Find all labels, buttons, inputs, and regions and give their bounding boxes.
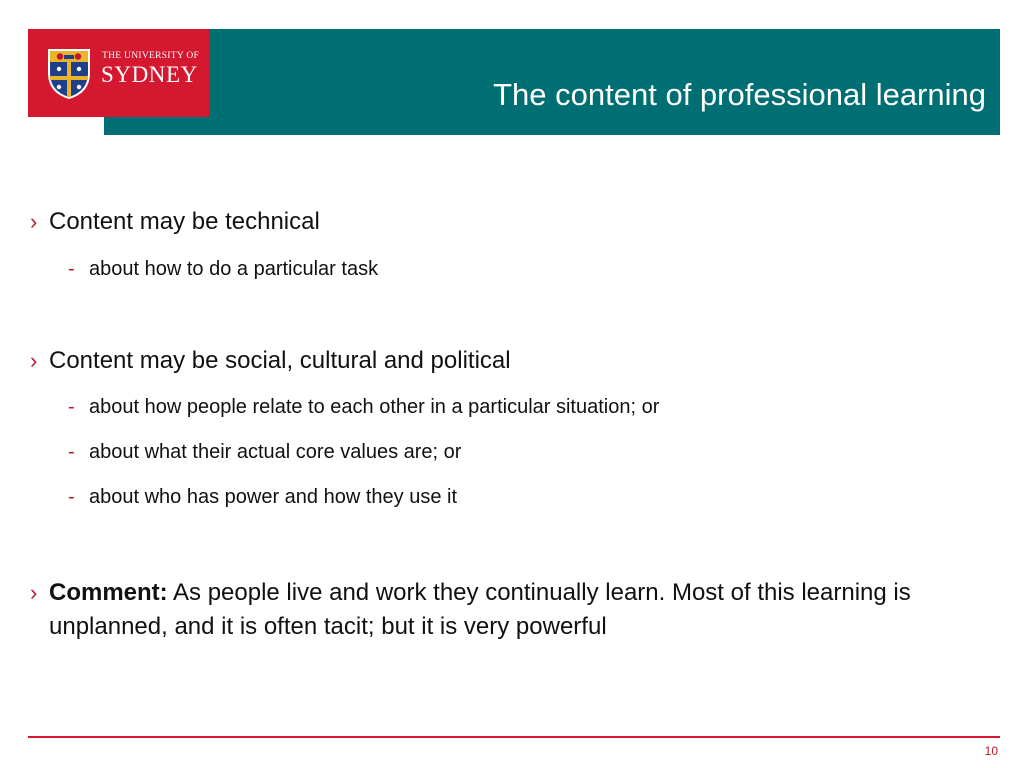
university-logo	[28, 29, 209, 117]
sub-bullet-text: about how to do a particular task	[89, 258, 379, 280]
comment-text	[49, 576, 949, 644]
chevron-right-icon: ›	[30, 209, 38, 234]
comment-label: Comment:	[49, 579, 168, 606]
chevron-right-icon: ›	[30, 348, 38, 373]
sub-bullet-text: about who has power and how they use it	[89, 486, 458, 508]
bullet-text: Content may be social, cultural and political	[49, 347, 511, 374]
bullet-text: Content may be technical	[49, 208, 320, 235]
sub-bullet-text: about how people relate to each other in a particular situation; or	[89, 396, 660, 418]
crest-icon	[46, 47, 92, 101]
dash-marker: -	[68, 396, 75, 418]
chevron-right-icon: ›	[30, 580, 38, 605]
sub-bullet-text: about what their actual core values are; or	[89, 441, 462, 463]
dash-marker: -	[68, 258, 75, 280]
page-number: 10	[984, 744, 998, 758]
comment-body: As people live and work they continually learn. Most of this learning is unplanned, and it is often tacit; but it is very powerful	[49, 579, 911, 640]
logo-sydney: SYDNEY	[101, 62, 198, 87]
footer-divider	[28, 736, 1000, 738]
logo-university-of: THE UNIVERSITY OF	[102, 51, 200, 61]
dash-marker: -	[68, 441, 75, 463]
slide-title: The content of professional learning	[493, 77, 986, 112]
title-bar	[104, 29, 1000, 135]
dash-marker: -	[68, 486, 75, 508]
